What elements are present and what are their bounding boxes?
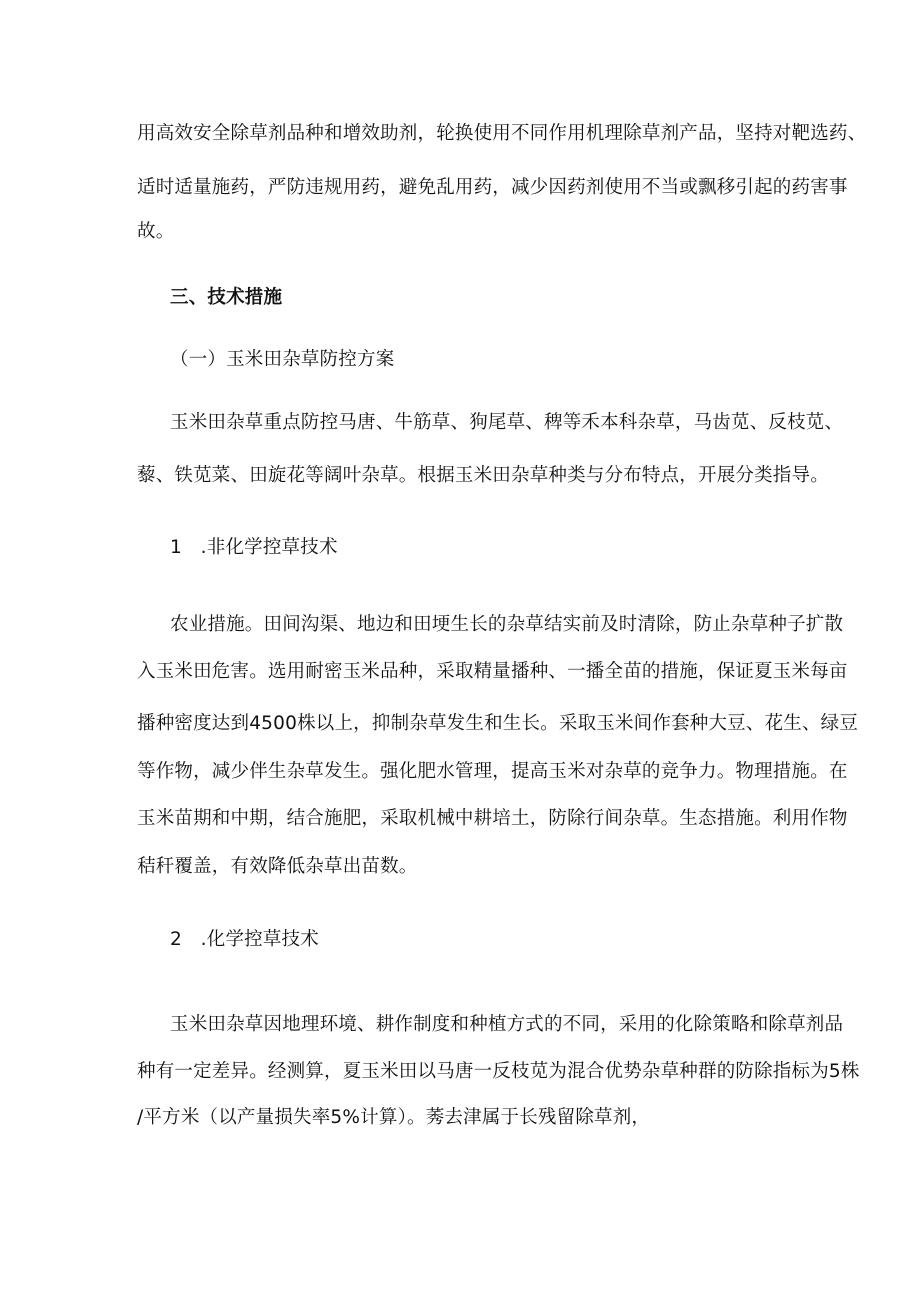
- item1-line-1: 农业措施。田间沟渠、地边和田埂生长的杂草结实前及时清除，防止杂草种子扩散: [170, 614, 844, 635]
- item1-line-3: 播种密度达到4500株以上，抑制杂草发生和生长。采取玉米间作套种大豆、花生、绿豆: [137, 713, 859, 734]
- subsection-heading: （一）玉米田杂草防控方案: [170, 349, 395, 370]
- item2-heading: 2 .化学控草技术: [170, 929, 319, 950]
- section-heading: 三、技术措施: [170, 287, 283, 308]
- item1-line-4: 等作物，减少伴生杂草发生。强化肥水管理，提高玉米对杂草的竞争力。物理措施。在: [137, 761, 848, 782]
- item1-line-5: 玉米苗期和中期，结合施肥，采取机械中耕培土，防除行间杂草。生态措施。利用作物: [137, 808, 848, 829]
- overview-line-1: 玉米田杂草重点防控马唐、牛筋草、狗尾草、稗等禾本科杂草，马齿苋、反枝苋、: [170, 412, 844, 433]
- item2-line-1: 玉米田杂草因地理环境、耕作制度和种植方式的不同，采用的化除策略和除草剂品: [170, 1014, 844, 1035]
- item2-line-3: /平方米（以产量损失率5%计算）。莠去津属于长残留除草剂，: [137, 1107, 651, 1128]
- intro-line-1: 用高效安全除草剂品种和增效助剂，轮换使用不同作用机理除草剂产品，坚持对靶选药、: [137, 123, 867, 144]
- item1-line-6: 秸秆覆盖，有效降低杂草出苗数。: [137, 856, 418, 877]
- intro-line-3: 故。: [137, 221, 175, 242]
- item2-line-2: 种有一定差异。经测算，夏玉米田以马唐一反枝苋为混合优势杂草种群的防除指标为5株: [137, 1061, 860, 1082]
- item1-heading: 1 .非化学控草技术: [170, 537, 338, 558]
- item1-line-2: 入玉米田危害。选用耐密玉米品种，采取精量播种、一播全苗的措施，保证夏玉米每亩: [137, 661, 848, 682]
- overview-line-2: 藜、铁苋菜、田旋花等阔叶杂草。根据玉米田杂草种类与分布特点，开展分类指导。: [137, 465, 829, 486]
- intro-line-2: 适时适量施药，严防违规用药，避免乱用药，减少因药剂使用不当或飘移引起的药害事: [137, 177, 848, 198]
